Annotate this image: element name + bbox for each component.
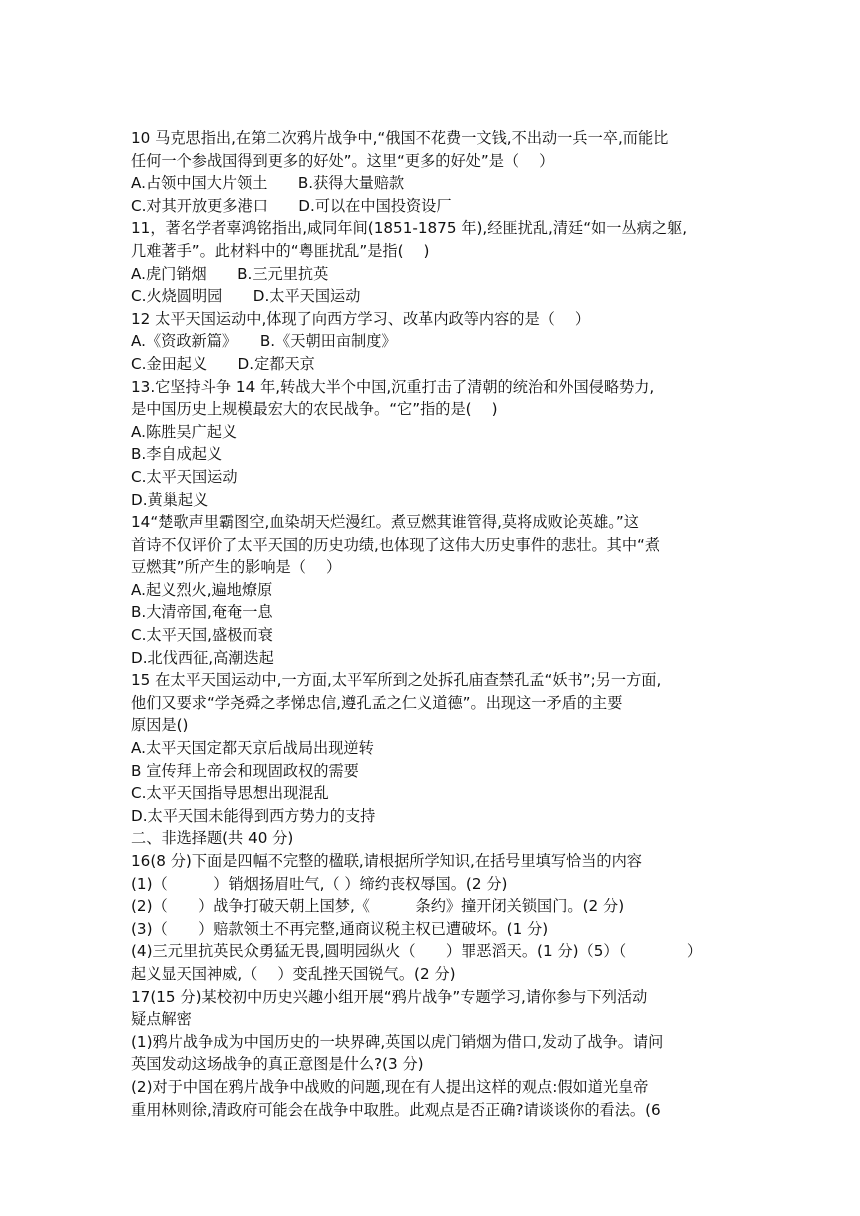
- text-line: 重用林则徐,清政府可能会在战争中取胜。此观点是否正确?请谈谈你的看法。(6: [131, 1100, 661, 1119]
- text-line: 14“楚歌声里霸图空,血染胡天烂漫红。煮豆燃萁谁管得,莫将成败论英雄。”这: [131, 513, 639, 532]
- text-line: 任何一个参战国得到更多的好处”。这里“更多的好处”是（ ）: [131, 151, 555, 170]
- text-line: B.李自成起义: [131, 445, 223, 464]
- text-line: 首诗不仅评价了太平天国的历史功绩,也体现了这伟大历史事件的悲壮。其中“煮: [131, 535, 661, 554]
- text-line: A.占领中国大片领土 B.获得大量赔款: [131, 174, 405, 193]
- text-line: 他们又要求“学尧舜之孝悌忠信,遵孔孟之仁义道德”。出现这一矛盾的主要: [131, 693, 623, 712]
- text-line: 是中国历史上规模最宏大的农民战争。“它”指的是( ): [131, 400, 498, 419]
- text-line: 几难著手”。此材料中的“粤匪扰乱”是指( ): [131, 241, 430, 260]
- text-line: 豆燃萁”所产生的影响是（ ）: [131, 558, 342, 577]
- text-line: 二、非选择题(共 40 分): [131, 829, 294, 848]
- text-line: C.对其开放更多港口 D.可以在中国投资设厂: [131, 196, 452, 215]
- text-line: C.金田起义 D.定都天京: [131, 354, 315, 373]
- text-line: 原因是(): [131, 716, 189, 735]
- text-line: C.火烧圆明园 D.太平天国运动: [131, 287, 361, 306]
- text-line: A.《资政新篇》 B.《天朝田亩制度》: [131, 332, 397, 351]
- exam-page: [131, 127, 741, 1121]
- text-line: (1)鸦片战争成为中国历史的一块界碑,英国以虎门销烟为借口,发动了战争。请问: [131, 1032, 664, 1051]
- text-line: 10 马克思指出,在第二次鸦片战争中,“俄国不花费一文钱,不出动一兵一卒,而能比: [131, 129, 669, 147]
- text-line: D.太平天国未能得到西方势力的支持: [131, 806, 376, 825]
- text-line: 16(8 分)下面是四幅不完整的楹联,请根据所学知识,在括号里填写恰当的内容: [131, 852, 642, 870]
- text-line: B.大清帝国,奄奄一息: [131, 603, 273, 622]
- text-line: A.陈胜吴广起义: [131, 422, 238, 441]
- text-line: (1)（ ）销烟扬眉吐气,（ ）缔约丧权辱国。(2 分): [131, 874, 508, 893]
- text-line: 15 在太平天国运动中,一方面,太平军所到之处拆孔庙查禁孔孟“妖书”;另一方面,: [131, 671, 662, 690]
- text-line: 疑点解密: [131, 1010, 192, 1029]
- text-line: (2)对于中国在鸦片战争中战败的问题,现在有人提出这样的观点:假如道光皇帝: [131, 1077, 649, 1096]
- text-line: 13.它坚持斗争 14 年,转战大半个中国,沉重打击了清朝的统治和外国侵略势力,: [131, 377, 655, 396]
- text-line: 11，著名学者辜鸿铭指出,咸同年间(1851-1875 年),经匪扰乱,清廷“如一丛病之躯,: [131, 219, 688, 238]
- text-line: A.起义烈火,遍地燎原: [131, 580, 273, 599]
- text-line: 17(15 分)某校初中历史兴趣小组开展“鸦片战争”专题学习,请你参与下列活动: [131, 987, 648, 1006]
- text-line: A.虎门销烟 B.三元里抗英: [131, 264, 329, 283]
- text-line: C.太平天国运动: [131, 467, 238, 486]
- text-line: 12 太平天国运动中,体现了向西方学习、改革内政等内容的是（ ）: [131, 309, 591, 328]
- text-line: D.黄巢起义: [131, 490, 209, 509]
- text-line: B 宣传拜上帝会和现固政权的需要: [131, 761, 359, 780]
- text-line: C.太平天国指导思想出现混乱: [131, 784, 329, 803]
- text-line: 英国发动这场战争的真正意图是什么?(3 分): [131, 1055, 424, 1074]
- text-line: D.北伐西征,高潮迭起: [131, 648, 274, 667]
- text-line: A.太平天国定都天京后战局出现逆转: [131, 739, 374, 758]
- text-line: (3)（ ）赔款领土不再完整,通商议税主权已遭破坏。(1 分): [131, 919, 549, 938]
- text-line: 起义显天国神威,（ ）变乱挫天国锐气。(2 分): [131, 964, 456, 983]
- text-line: (4)三元里抗英民众勇猛无畏,圆明园纵火（ ）罪恶滔天。(1 分)（5）（ ）: [131, 942, 703, 961]
- text-line: C.太平天国,盛极而衰: [131, 626, 273, 645]
- text-line: (2)（ ）战争打破天朝上国梦,《 条约》撞开闭关锁国门。(2 分): [131, 897, 625, 916]
